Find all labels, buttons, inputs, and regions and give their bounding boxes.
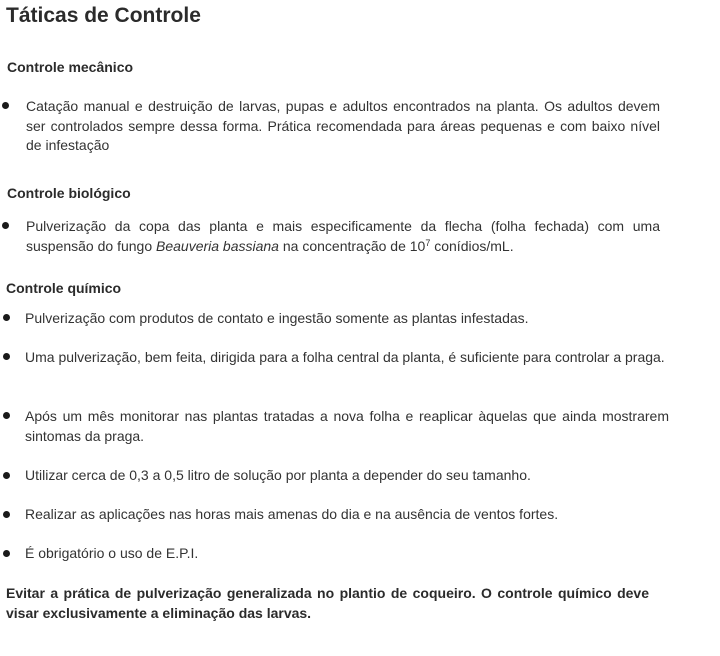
- bullet-icon: [3, 472, 10, 479]
- list-item-text: É obrigatório o uso de E.P.I.: [25, 545, 199, 561]
- bullet-icon: [3, 353, 10, 360]
- section-heading-quimico: Controle químico: [6, 280, 122, 296]
- bullet-icon: [3, 511, 10, 518]
- bullet-icon: [2, 222, 9, 229]
- bullet-icon: [2, 102, 9, 109]
- text-part: conídios/mL.: [430, 237, 514, 254]
- list-item-text: Realizar as aplicações nas horas mais amenas do dia e na ausência de ventos fortes.: [25, 506, 559, 522]
- text-part: Pulverização da copa das planta e mais especificamente da flecha (folha fechada) com uma suspensão do fungo: [26, 218, 660, 254]
- list-item-text: Após um mês monitorar nas plantas tratadas a nova folha e reaplicar àquelas que ainda mostrarem sintomas da praga.: [25, 408, 669, 444]
- list-item-text: Catação manual e destruição de larvas, pupas e adultos encontrados na planta. Os adultos devem ser controlados sempre dessa forma. Prática recomendada para áreas pequenas e com baixo nível de infestação: [26, 98, 660, 153]
- bullet-icon: [3, 314, 10, 321]
- list-item-text: Uma pulverização, bem feita, dirigida para a folha central da planta, é suficiente para controlar a praga.: [25, 349, 665, 365]
- section-heading-mecanico: Controle mecânico: [7, 59, 134, 75]
- list-item-text: Utilizar cerca de 0,3 a 0,5 litro de solução por planta a depender do seu tamanho.: [25, 467, 531, 483]
- list-item-text: Pulverização com produtos de contato e ingestão somente as plantas infestadas.: [25, 310, 529, 326]
- exponent: 7: [425, 237, 431, 248]
- bullet-icon: [3, 412, 10, 419]
- closing-note: Evitar a prática de pulverização generalizada no plantio de coqueiro. O controle químico deve visar exclusivamente a eliminação das larvas.: [6, 585, 649, 621]
- section-heading-biologico: Controle biológico: [7, 185, 131, 201]
- text-part: na concentração de 10: [278, 237, 426, 254]
- page-title: Táticas de Controle: [6, 4, 201, 27]
- species-name: Beauveria bassiana: [156, 237, 279, 254]
- list-item-text: [26, 217, 660, 256]
- bullet-icon: [3, 550, 10, 557]
